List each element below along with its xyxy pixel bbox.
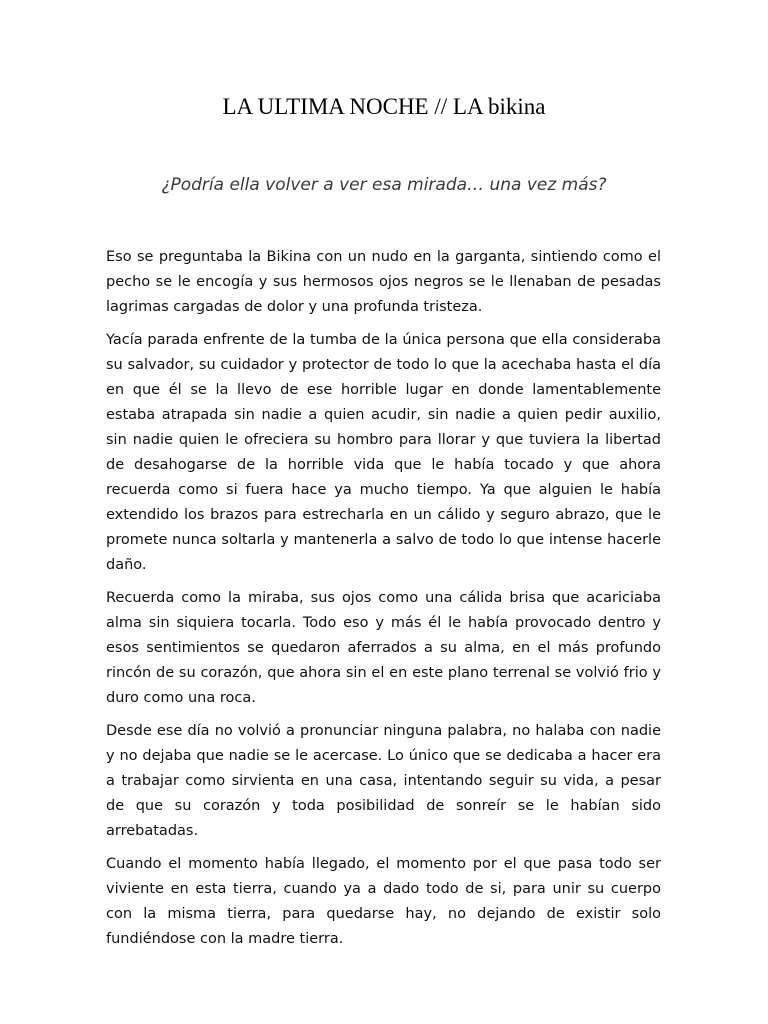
paragraph: Recuerda como la miraba, sus ojos como una cálida brisa que acariciaba alma sin siquiera tocarla. Todo eso y más él le había provocado dentro y esos sentimientos se quedaron aferrados a su alma, en el más profundo rincón de su corazón, que ahora sin el en este plano terrenal se volvió frio y duro como una roca. (106, 590, 661, 706)
paragraph: Cuando el momento había llegado, el momento por el que pasa todo ser viviente en esta tierra, cuando ya a dado todo de si, para unir su cuerpo con la misma tierra, para quedarse hay, no dejando de existir solo fundiéndose con la madre tierra. (106, 856, 661, 947)
paragraph: Eso se preguntaba la Bikina con un nudo en la garganta, sintiendo como el pecho se le encogía y sus hermosos ojos negros se le llenaban de pesadas lagrimas cargadas de dolor y una profunda tristeza. (106, 249, 661, 315)
document-body (106, 245, 661, 960)
page-subtitle: ¿Podría ella volver a ver esa mirada… una vez más? (161, 175, 607, 195)
paragraph: Yacía parada enfrente de la tumba de la única persona que ella consideraba su salvador, su cuidador y protector de todo lo que la acechaba hasta el día en que él se la llevo de ese horrible lugar en donde lamentablemente estaba atrapada sin nadie a quien acudir, sin nadie a quien pedir auxilio, sin nadie quien le ofreciera su hombro para llorar y que tuviera la libertad de desahogarse de la horrible vida que le había tocado y que ahora recuerda como si fuera hace ya mucho tiempo. Ya que alguien le había extendido los brazos para estrecharla en un cálido y seguro abrazo, que le promete nunca soltarla y mantenerla a salvo de todo lo que intense hacerle daño. (106, 332, 661, 573)
paragraph: Desde ese día no volvió a pronunciar ninguna palabra, no halaba con nadie y no dejaba que nadie se le acercase. Lo único que se dedicaba a hacer era a trabajar como sirvienta en una casa, intentando seguir su vida, a pesar de que su corazón y toda posibilidad de sonreír se le habían sido arrebatadas. (106, 723, 661, 839)
page-title: LA ULTIMA NOCHE // LA bikina (222, 94, 546, 119)
